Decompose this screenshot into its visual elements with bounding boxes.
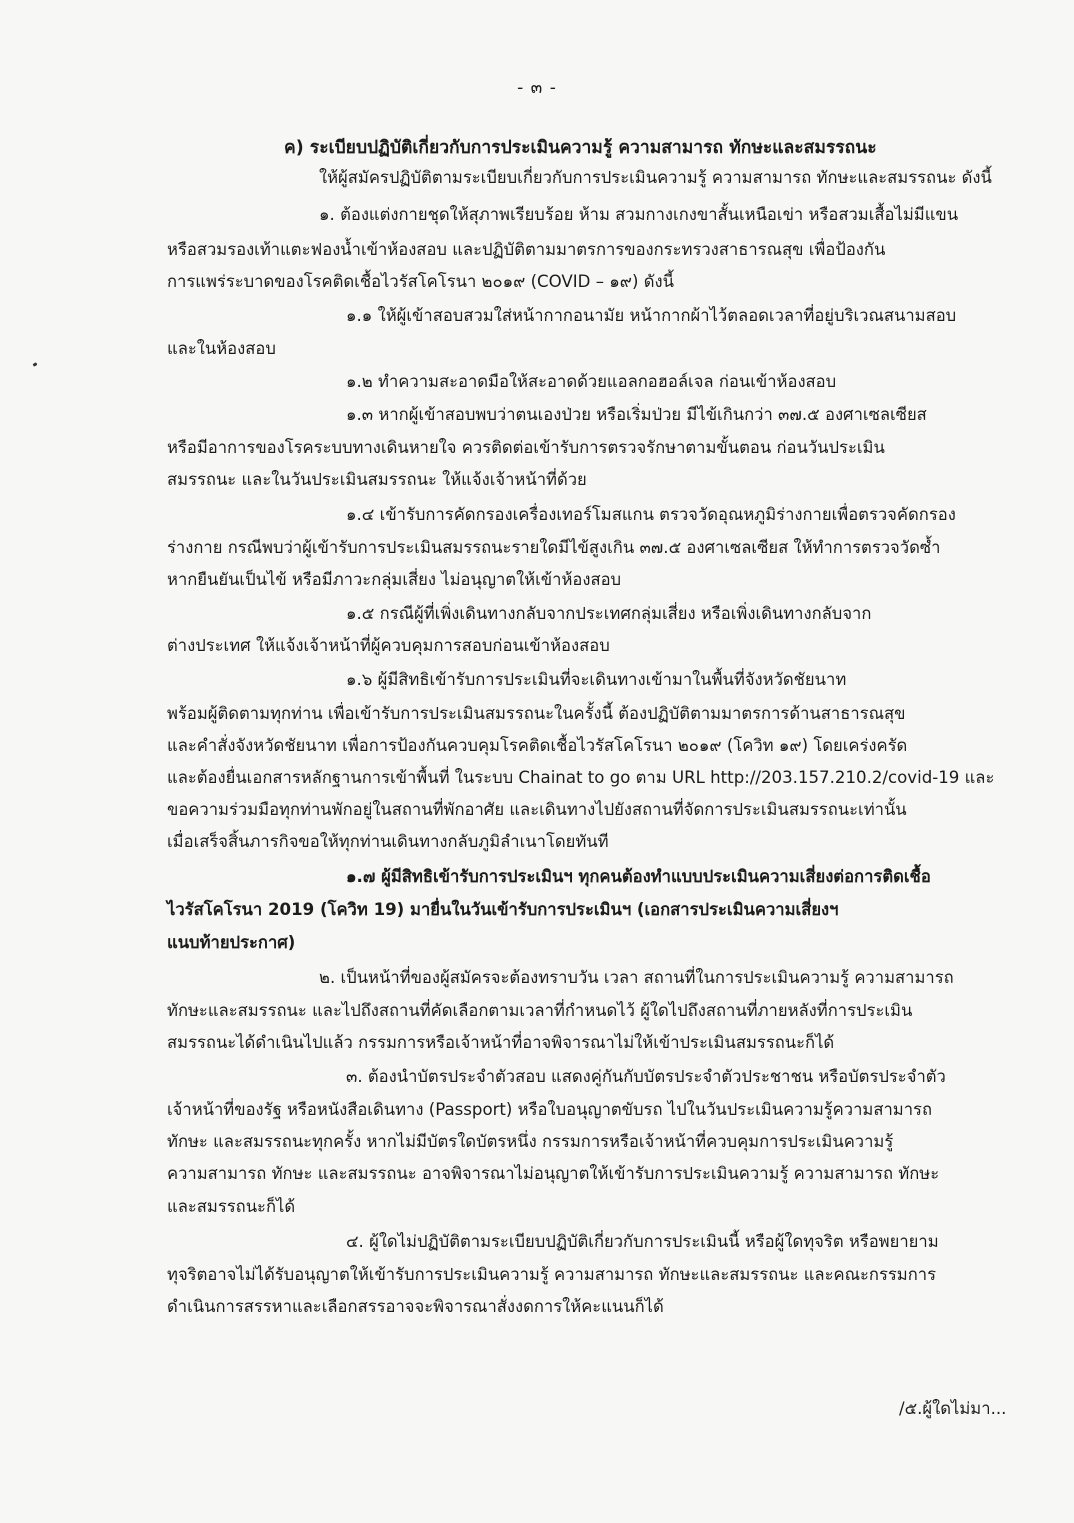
item-1-3-line: หรือมีอาการของโรคระบบทางเดินหายใจ ควรติดต่อเข้ารับการตรวจรักษาตามขั้นตอน ก่อนวันประเมิน: [167, 438, 885, 457]
item-1-6-line: และต้องยื่นเอกสารหลักฐานการเข้าพื้นที่ ในระบบ Chainat to go ตาม URL http://203.157.210.2/covid-19 และ: [167, 768, 995, 787]
item-1-2-line: ๑.๒ ทำความสะอาดมือให้สะอาดด้วยแอลกอฮอล์เจล ก่อนเข้าห้องสอบ: [346, 372, 837, 391]
item-1-6-line: ๑.๖ ผู้มีสิทธิเข้ารับการประเมินที่จะเดินทางเข้ามาในพื้นที่จังหวัดชัยนาท: [346, 670, 847, 689]
item-3-line: และสมรรถนะก็ได้: [167, 1197, 296, 1216]
item-1-3-line: ๑.๓ หากผู้เข้าสอบพบว่าตนเองป่วย หรือเริ่มป่วย มีไข้เกินกว่า ๓๗.๕ องศาเซลเซียส: [346, 405, 927, 424]
item-1-4-line: ร่างกาย กรณีพบว่าผู้เข้ารับการประเมินสมรรถนะรายใดมีไข้สูงเกิน ๓๗.๕ องศาเซลเซียส ให้ทำการตรวจวัดซ้ำ: [167, 538, 941, 557]
item-2-line: สมรรถนะได้ดำเนินไปแล้ว กรรมการหรือเจ้าหน้าที่อาจพิจารณาไม่ให้เข้าประเมินสมรรถนะก็ได้: [167, 1033, 835, 1052]
item-1-7-line: ๑.๗ ผู้มีสิทธิเข้ารับการประเมินฯ ทุกคนต้องทำแบบประเมินความเสี่ยงต่อการติดเชื้อ: [346, 867, 931, 886]
item-1-1-line: ๑.๑ ให้ผู้เข้าสอบสวมใส่หน้ากากอนามัย หน้ากากผ้าไว้ตลอดเวลาที่อยู่บริเวณสนามสอบ: [346, 306, 957, 325]
item-3-line: เจ้าหน้าที่ของรัฐ หรือหนังสือเดินทาง (Passport) หรือใบอนุญาตขับรถ ไปในวันประเมินความรู้ความสามารถ: [167, 1100, 933, 1119]
item-1-5-line: ต่างประเทศ ให้แจ้งเจ้าหน้าที่ผู้ควบคุมการสอบก่อนเข้าห้องสอบ: [167, 636, 610, 655]
item-2-line: ๒. เป็นหน้าที่ของผู้สมัครจะต้องทราบวัน เวลา สถานที่ในการประเมินความรู้ ความสามารถ: [319, 968, 954, 987]
item-1-6-line: ขอความร่วมมือทุกท่านพักอยู่ในสถานที่พักอาศัย และเดินทางไปยังสถานที่จัดการประเมินสมรรถนะเท่านั้น: [167, 800, 907, 819]
item-4-line: ดำเนินการสรรหาและเลือกสรรอาจจะพิจารณาสั่งงดการให้คะแนนก็ได้: [167, 1297, 664, 1316]
item-2-line: ทักษะและสมรรถนะ และไปถึงสถานที่คัดเลือกตามเวลาที่กำหนดไว้ ผู้ใดไปถึงสถานที่ภายหลังที่การประเมิน: [167, 1001, 913, 1020]
item-1-line: หรือสวมรองเท้าแตะฟองน้ำเข้าห้องสอบ และปฏิบัติตามมาตรการของกระทรวงสาธารณสุข เพื่อป้องกัน: [167, 240, 886, 259]
item-1-5-line: ๑.๕ กรณีผู้ที่เพิ่งเดินทางกลับจากประเทศกลุ่มเสี่ยง หรือเพิ่งเดินทางกลับจาก: [346, 604, 872, 623]
item-1-4-line: หากยืนยันเป็นไข้ หรือมีภาวะกลุ่มเสี่ยง ไม่อนุญาตให้เข้าห้องสอบ: [167, 570, 622, 589]
item-1-6-line: เมื่อเสร็จสิ้นภารกิจขอให้ทุกท่านเดินทางกลับภูมิลำเนาโดยทันที: [167, 832, 609, 851]
item-3-line: ความสามารถ ทักษะ และสมรรถนะ อาจพิจารณาไม่อนุญาตให้เข้ารับการประเมินความรู้ ความสามารถ ทักษะ: [167, 1164, 940, 1183]
item-1-7-line: แนบท้ายประกาศ): [167, 933, 296, 952]
scan-speck: [33, 362, 38, 367]
item-3-line: ทักษะ และสมรรถนะทุกครั้ง หากไม่มีบัตรใดบัตรหนึ่ง กรรมการหรือเจ้าหน้าที่ควบคุมการประเมินความรู้: [167, 1132, 894, 1151]
item-1-6-line: พร้อมผู้ติดตามทุกท่าน เพื่อเข้ารับการประเมินสมรรถนะในครั้งนี้ ต้องปฏิบัติตามมาตรการด้านสาธารณสุข: [167, 704, 906, 723]
item-3-line: ๓. ต้องนำบัตรประจำตัวสอบ แสดงคู่กันกับบัตรประจำตัวประชาชน หรือบัตรประจำตัว: [346, 1067, 946, 1086]
item-1-1-line: และในห้องสอบ: [167, 339, 276, 358]
item-1-line: ๑. ต้องแต่งกายชุดให้สุภาพเรียบร้อย ห้าม สวมกางเกงขาสั้นเหนือเข่า หรือสวมเสื้อไม่มีแขน: [319, 205, 959, 224]
continuation-note: /๕.ผู้ใดไม่มา...: [899, 1399, 1007, 1418]
item-4-line: ๔. ผู้ใดไม่ปฏิบัติตามระเบียบปฏิบัติเกี่ยวกับการประเมินนี้ หรือผู้ใดทุจริต หรือพยายาม: [346, 1232, 939, 1251]
page-number: - ๓ -: [517, 78, 557, 98]
item-1-7-line: ไวรัสโคโรนา 2019 (โควิท 19) มายื่นในวันเข้ารับการประเมินฯ (เอกสารประเมินความเสี่ยงฯ: [167, 900, 839, 919]
item-1-6-line: และคำสั่งจังหวัดชัยนาท เพื่อการป้องกันควบคุมโรคติดเชื้อไวรัสโคโรนา ๒๐๑๙ (โควิท ๑๙) โดยเคร่งครัด: [167, 736, 908, 755]
section-heading: ค) ระเบียบปฏิบัติเกี่ยวกับการประเมินความรู้ ความสามารถ ทักษะและสมรรถนะ: [284, 138, 877, 158]
item-4-line: ทุจริตอาจไม่ได้รับอนุญาตให้เข้ารับการประเมินความรู้ ความสามารถ ทักษะและสมรรถนะ และคณะกรรมการ: [167, 1265, 936, 1284]
item-1-3-line: สมรรถนะ และในวันประเมินสมรรถนะ ให้แจ้งเจ้าหน้าที่ด้วย: [167, 470, 587, 489]
item-1-4-line: ๑.๔ เข้ารับการคัดกรองเครื่องเทอร์โมสแกน ตรวจวัดอุณหภูมิร่างกายเพื่อตรวจคัดกรอง: [346, 505, 956, 524]
item-1-line: การแพร่ระบาดของโรคติดเชื้อไวรัสโคโรนา ๒๐๑๙ (COVID – ๑๙) ดังนี้: [167, 272, 674, 291]
intro-line: ให้ผู้สมัครปฏิบัติตามระเบียบเกี่ยวกับการประเมินความรู้ ความสามารถ ทักษะและสมรรถนะ ดังนี้: [319, 168, 992, 187]
